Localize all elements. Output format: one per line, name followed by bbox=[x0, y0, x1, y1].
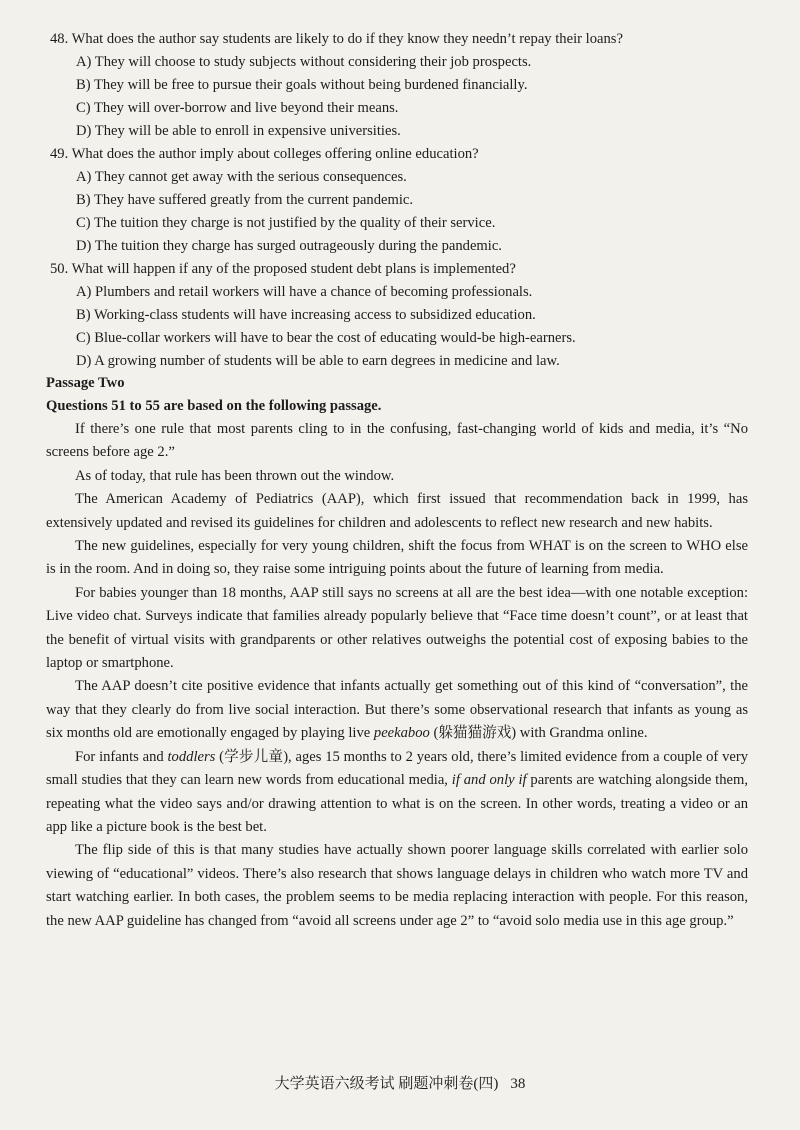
question-48-option-c: C) They will over-borrow and live beyond their means. bbox=[76, 100, 399, 116]
paragraph-7-text-c: parents are watching alongside them, repeating what the video says and/or drawing attention to what is on the screen. In other words, treating a video or an app like a picture book is the best bet. bbox=[46, 772, 749, 835]
question-49-option-a: A) They cannot get away with the serious consequences. bbox=[76, 169, 407, 185]
question-50-option-a: A) Plumbers and retail workers will have a chance of becoming professionals. bbox=[76, 284, 533, 300]
paragraph-5: For babies younger than 18 months, AAP still says no screens at all are the best idea—with one notable exception: Live video chat. Surveys indicate that families already popularly believe that “Face time doesn’t count”, or at least that the benefit of virtual visits with grandparents or other relatives outweighs the potential cost of exposing babies to the laptop or smartphone. bbox=[46, 584, 748, 672]
passage-title: Passage Two bbox=[46, 375, 125, 391]
paragraph-7-italic-2: if and only if bbox=[451, 772, 527, 789]
page-number: 38 bbox=[510, 1076, 526, 1092]
paragraph-7-italic-1: toddlers bbox=[167, 748, 216, 765]
passage-two bbox=[46, 372, 748, 933]
paragraph-2: As of today, that rule has been thrown out the window. bbox=[75, 467, 395, 484]
paragraph-6-text-a: The AAP doesn’t cite positive evidence that infants actually get something out of this kind of “conversation”, the way that they clearly do from live social interaction. But there’s some observational research that infants as young as six months old are emotionally engaged by playing live bbox=[46, 678, 748, 742]
paragraph-4: The new guidelines, especially for very young children, shift the focus from WHAT is on the screen to WHO else is in the room. And in doing so, they raise some intriguing points about the future of learning from media. bbox=[46, 538, 748, 578]
paragraph-6 bbox=[46, 675, 748, 745]
paragraph-8: The flip side of this is that many studies have actually shown poorer language skills correlated with earlier solo viewing of “educational” videos. There’s also research that shows language delays in children who watch more TV and start watching earlier. In both cases, the problem seems to be media replacing interaction with people. For this reason, the new AAP guideline has changed from “avoid all screens under age 2” to “avoid solo media use in this age group.” bbox=[46, 842, 748, 929]
paragraph-7-text-b: (学步儿童), ages 15 months to 2 years old, there’s limited evidence from a couple of very small studies that they can learn new words from educational media, bbox=[46, 748, 748, 789]
paragraph-3: The American Academy of Pediatrics (AAP), which first issued that recommendation back in 1999, has extensively updated and revised its guidelines for children and adolescents to reflect new research and new habits. bbox=[46, 491, 748, 531]
question-49-option-c: C) The tuition they charge is not justified by the quality of their service. bbox=[76, 215, 496, 231]
question-50-option-d: D) A growing number of students will be able to earn degrees in medicine and law. bbox=[76, 353, 560, 369]
paragraph-1: If there’s one rule that most parents cling to in the confusing, fast-changing world of kids and media, it’s “No screens before age 2.” bbox=[46, 421, 748, 461]
page-footer bbox=[0, 1072, 800, 1093]
question-48-option-d: D) They will be able to enroll in expensive universities. bbox=[76, 123, 401, 139]
question-50-stem: 50. What will happen if any of the proposed student debt plans is implemented? bbox=[50, 261, 516, 277]
passage-instruction: Questions 51 to 55 are based on the following passage. bbox=[46, 398, 382, 414]
paragraph-6-italic: peekaboo bbox=[373, 725, 430, 742]
question-list bbox=[50, 28, 750, 373]
paragraph-6-text-b: (躲猫猫游戏) with Grandma online. bbox=[429, 725, 648, 742]
footer-title: 大学英语六级考试 刷题冲刺卷(四) bbox=[274, 1076, 499, 1092]
question-49-option-b: B) They have suffered greatly from the current pandemic. bbox=[76, 192, 414, 208]
question-48-option-a: A) They will choose to study subjects without considering their job prospects. bbox=[76, 54, 532, 70]
question-49-option-d: D) The tuition they charge has surged outrageously during the pandemic. bbox=[76, 238, 502, 254]
question-49-stem: 49. What does the author imply about colleges offering online education? bbox=[50, 146, 479, 162]
question-50-option-c: C) Blue-collar workers will have to bear the cost of educating would-be high-earners. bbox=[76, 330, 576, 346]
question-48-option-b: B) They will be free to pursue their goals without being burdened financially. bbox=[76, 77, 528, 93]
paragraph-7 bbox=[46, 746, 748, 840]
question-48-stem: 48. What does the author say students are likely to do if they know they needn’t repay their loans? bbox=[50, 31, 623, 47]
paragraph-7-text-a: For infants and bbox=[75, 748, 168, 765]
question-50-option-b: B) Working-class students will have increasing access to subsidized education. bbox=[76, 307, 536, 323]
